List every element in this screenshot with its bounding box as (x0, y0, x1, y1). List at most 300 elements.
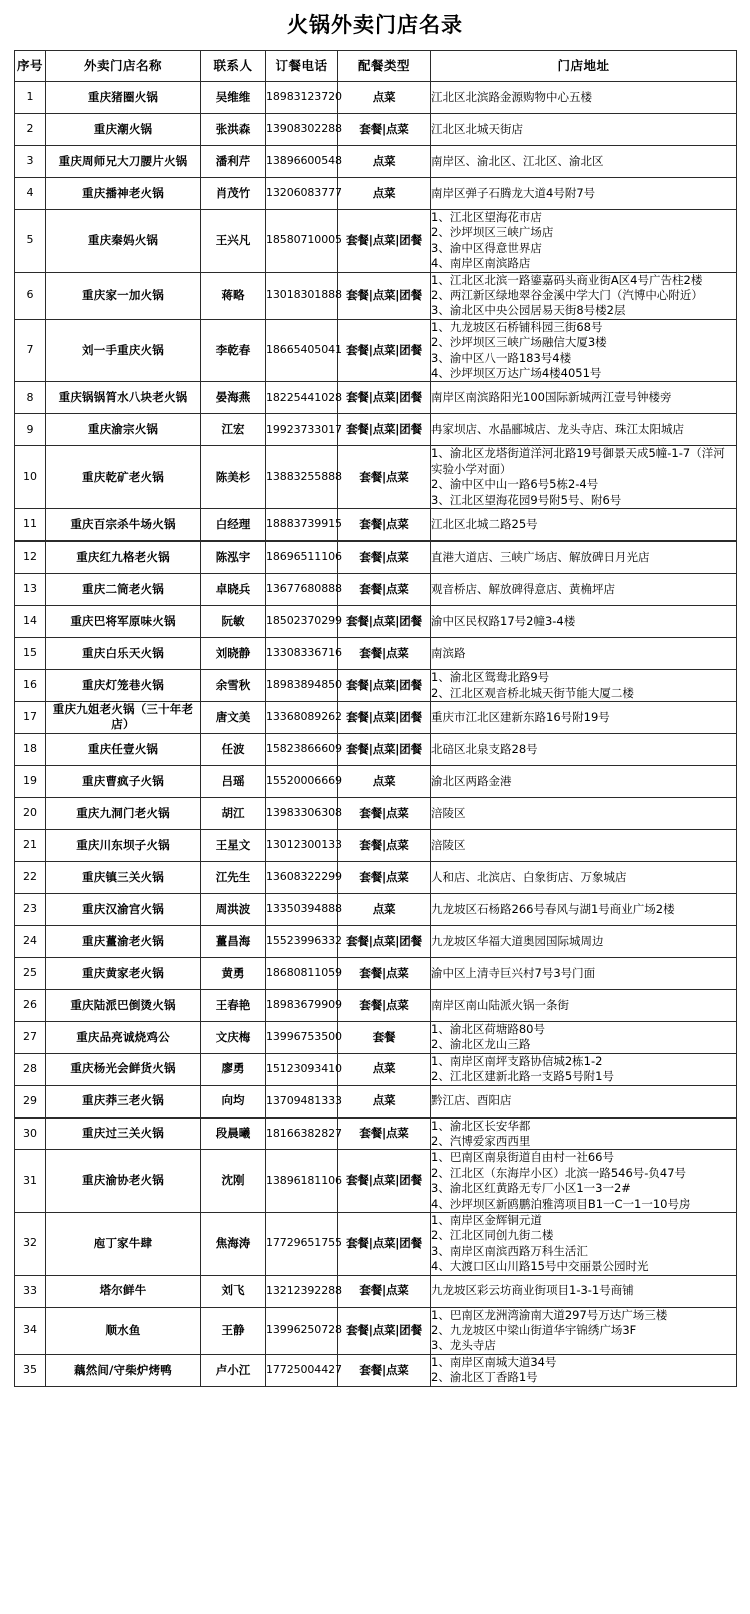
table-row (15, 1021, 737, 1053)
cell-meal-type: 套餐|点菜|团餐 (338, 701, 431, 733)
cell-meal-type: 点菜 (338, 82, 431, 114)
cell-index: 30 (15, 1118, 46, 1150)
cell-address (431, 1275, 737, 1307)
cell-index: 1 (15, 82, 46, 114)
cell-store-name: 重庆过三关火锅 (46, 1118, 201, 1150)
table-row (15, 541, 737, 574)
cell-meal-type: 套餐|点菜 (338, 829, 431, 861)
cell-meal-type: 套餐|点菜|团餐 (338, 1212, 431, 1275)
cell-meal-type: 套餐|点菜 (338, 797, 431, 829)
cell-meal-type: 套餐|点菜 (338, 957, 431, 989)
table-row (15, 733, 737, 765)
cell-address (431, 382, 737, 414)
cell-meal-type: 套餐|点菜 (338, 446, 431, 509)
cell-store-name: 重庆巴将军原味火锅 (46, 606, 201, 638)
cell-meal-type: 套餐|点菜 (338, 1118, 431, 1150)
cell-meal-type: 套餐|点菜|团餐 (338, 1150, 431, 1213)
cell-index: 12 (15, 541, 46, 574)
cell-address (431, 414, 737, 446)
address-line: 1、江北区望海花市店 (431, 210, 542, 224)
table-row (15, 319, 737, 382)
cell-address (431, 1307, 737, 1354)
cell-phone: 13709481333 (266, 1085, 338, 1118)
cell-meal-type: 套餐|点菜 (338, 861, 431, 893)
cell-meal-type: 套餐|点菜|团餐 (338, 670, 431, 702)
cell-contact: 余雪秋 (201, 670, 266, 702)
address-line: 2、沙坪坝区三峡广场融信大厦3楼 (431, 335, 607, 350)
cell-store-name: 重庆渝协老火锅 (46, 1150, 201, 1213)
cell-index: 5 (15, 210, 46, 273)
address-line: 1、渝北区鸳鸯北路9号 (431, 670, 550, 685)
cell-index: 19 (15, 765, 46, 797)
cell-index: 22 (15, 861, 46, 893)
cell-store-name: 重庆陆派巴倒烫火锅 (46, 989, 201, 1021)
column-header-contact: 联系人 (201, 51, 266, 82)
cell-phone: 18983679909 (266, 989, 338, 1021)
cell-index: 15 (15, 638, 46, 670)
cell-store-name: 重庆莽三老火锅 (46, 1085, 201, 1118)
table-row (15, 1085, 737, 1118)
cell-address (431, 146, 737, 178)
page-title: 火锅外卖门店名录 (287, 13, 463, 37)
table-row (15, 1118, 737, 1150)
cell-meal-type: 套餐|点菜 (338, 1275, 431, 1307)
address-line: 2、江北区观音桥北城天街节能大厦二楼 (431, 685, 634, 700)
cell-store-name: 重庆任壹火锅 (46, 733, 201, 765)
table-row (15, 638, 737, 670)
cell-index: 23 (15, 893, 46, 925)
address-line: 直港大道店、三峡广场店、解放碑日月光店 (431, 549, 650, 564)
cell-contact: 肖茂竹 (201, 178, 266, 210)
cell-phone: 17725004427 (266, 1354, 338, 1386)
cell-contact: 任波 (201, 733, 266, 765)
cell-index: 33 (15, 1275, 46, 1307)
cell-index: 28 (15, 1053, 46, 1085)
cell-meal-type: 点菜 (338, 1085, 431, 1118)
cell-contact: 潘利芹 (201, 146, 266, 178)
cell-meal-type: 套餐|点菜|团餐 (338, 925, 431, 957)
address-line: 黔江店、酉阳店 (431, 1093, 512, 1108)
cell-phone: 13350394888 (266, 893, 338, 925)
cell-address (431, 1212, 737, 1275)
address-line: 2、沙坪坝区三峡广场店 (431, 225, 554, 240)
cell-contact: 薑昌海 (201, 925, 266, 957)
table-row (15, 989, 737, 1021)
cell-address (431, 114, 737, 146)
cell-address (431, 670, 737, 702)
cell-contact: 刘晓静 (201, 638, 266, 670)
cell-address (431, 989, 737, 1021)
address-line: 九龙坡区华福大道奥园国际城周边 (431, 933, 604, 948)
cell-store-name: 藕然间/守柴炉烤鸭 (46, 1354, 201, 1386)
address-line: 1、江北区北滨一路鎏嘉码头商业街A区4号广告柱2楼 (431, 272, 703, 287)
cell-address (431, 701, 737, 733)
cell-address (431, 733, 737, 765)
cell-contact: 陈泓宇 (201, 541, 266, 574)
address-line: 南岸区、渝北区、江北区、渝北区 (431, 153, 604, 168)
address-line: 北碚区北泉支路28号 (431, 741, 538, 756)
cell-store-name: 重庆川东坝子火锅 (46, 829, 201, 861)
column-header-phone: 订餐电话 (266, 51, 338, 82)
cell-meal-type: 套餐|点菜|团餐 (338, 1307, 431, 1354)
cell-phone: 13883255888 (266, 446, 338, 509)
cell-phone: 13896181106 (266, 1150, 338, 1213)
cell-index: 17 (15, 701, 46, 733)
cell-contact: 卢小江 (201, 1354, 266, 1386)
table-row (15, 670, 737, 702)
address-line: 2、江北区同创九街二楼 (431, 1228, 554, 1243)
address-line: 2、江北区建新北路一支路5号附1号 (431, 1069, 614, 1084)
cell-meal-type: 套餐|点菜 (338, 1354, 431, 1386)
address-line: 1、南岸区南城大道34号 (431, 1354, 557, 1369)
table-row (15, 1275, 737, 1307)
cell-store-name: 重庆镇三关火锅 (46, 861, 201, 893)
address-line: 4、南岸区南滨路店 (431, 256, 531, 271)
cell-phone: 18883739915 (266, 509, 338, 542)
cell-meal-type: 套餐 (338, 1021, 431, 1053)
cell-meal-type: 点菜 (338, 893, 431, 925)
cell-store-name: 刘一手重庆火锅 (46, 319, 201, 382)
cell-address (431, 541, 737, 574)
cell-phone: 18580710005 (266, 210, 338, 273)
cell-store-name: 重庆播神老火锅 (46, 178, 201, 210)
cell-store-name: 庖丁家牛肆 (46, 1212, 201, 1275)
cell-address (431, 82, 737, 114)
cell-address (431, 893, 737, 925)
cell-address (431, 765, 737, 797)
cell-meal-type: 套餐|点菜|团餐 (338, 272, 431, 319)
cell-meal-type: 点菜 (338, 1053, 431, 1085)
cell-index: 35 (15, 1354, 46, 1386)
cell-index: 29 (15, 1085, 46, 1118)
cell-address (431, 606, 737, 638)
address-line: 1、渝北区龙塔街道洋河北路19号御景天成5幢-1-7（洋河实验小学对面） (431, 446, 725, 476)
cell-contact: 吴维维 (201, 82, 266, 114)
cell-store-name: 重庆黄家老火锅 (46, 957, 201, 989)
cell-store-name: 重庆二筒老火锅 (46, 574, 201, 606)
cell-index: 13 (15, 574, 46, 606)
table-row (15, 1150, 737, 1213)
address-line: 渝中区上清寺巨兴村7号3号门面 (431, 965, 596, 980)
table-row (15, 146, 737, 178)
address-line: 涪陵区 (431, 837, 466, 852)
cell-store-name: 重庆品亮诚烧鸡公 (46, 1021, 201, 1053)
cell-store-name: 重庆九洞门老火锅 (46, 797, 201, 829)
cell-store-name: 重庆潮火锅 (46, 114, 201, 146)
address-line: 观音桥店、解放碑得意店、黄桷坪店 (431, 581, 615, 596)
cell-index: 8 (15, 382, 46, 414)
address-line: 江北区北城天街店 (431, 121, 523, 136)
address-line: 1、巴南区南泉街道自由村一社66号 (431, 1150, 614, 1165)
address-line: 3、南岸区南滨西路万科生活汇 (431, 1243, 588, 1258)
cell-phone: 13308336716 (266, 638, 338, 670)
cell-index: 21 (15, 829, 46, 861)
cell-phone: 18983894850 (266, 670, 338, 702)
cell-contact: 廖勇 (201, 1053, 266, 1085)
address-line: 3、龙头寺店 (431, 1338, 496, 1353)
column-header-address: 门店地址 (431, 51, 737, 82)
cell-address (431, 178, 737, 210)
cell-address (431, 797, 737, 829)
table-header-row (15, 51, 737, 82)
column-header-type: 配餐类型 (338, 51, 431, 82)
cell-index: 14 (15, 606, 46, 638)
cell-index: 32 (15, 1212, 46, 1275)
address-line: 2、汽博爱家西西里 (431, 1133, 531, 1148)
cell-contact: 王静 (201, 1307, 266, 1354)
cell-contact: 江先生 (201, 861, 266, 893)
table-body (15, 82, 737, 1387)
cell-contact: 刘飞 (201, 1275, 266, 1307)
table-row (15, 1354, 737, 1386)
cell-phone: 18225441028 (266, 382, 338, 414)
cell-store-name: 重庆汉渝宫火锅 (46, 893, 201, 925)
cell-phone: 13212392288 (266, 1275, 338, 1307)
cell-phone: 13206083777 (266, 178, 338, 210)
table-row (15, 178, 737, 210)
address-line: 渝中区民权路17号2幢3-4楼 (431, 613, 576, 628)
cell-contact: 焦海涛 (201, 1212, 266, 1275)
cell-meal-type: 套餐|点菜|团餐 (338, 382, 431, 414)
table-row (15, 114, 737, 146)
cell-index: 7 (15, 319, 46, 382)
address-line: 南岸区南滨路阳光100国际新城两江壹号钟楼旁 (431, 390, 672, 405)
cell-index: 26 (15, 989, 46, 1021)
cell-store-name: 重庆百宗杀牛场火锅 (46, 509, 201, 542)
address-line: 南滨路 (431, 645, 466, 660)
cell-address (431, 509, 737, 542)
cell-phone: 13996753500 (266, 1021, 338, 1053)
cell-contact: 沈刚 (201, 1150, 266, 1213)
cell-phone: 19923733017 (266, 414, 338, 446)
cell-meal-type: 套餐|点菜 (338, 114, 431, 146)
cell-index: 10 (15, 446, 46, 509)
cell-address (431, 1085, 737, 1118)
cell-contact: 张洪森 (201, 114, 266, 146)
table-row (15, 861, 737, 893)
address-line: 2、两江新区绿地翠谷金溪中学大门（汽博中心附近） (431, 288, 703, 303)
cell-phone: 18166382827 (266, 1118, 338, 1150)
cell-store-name: 顺水鱼 (46, 1307, 201, 1354)
address-line: 江北区北城二路25号 (431, 516, 538, 531)
cell-address (431, 957, 737, 989)
cell-store-name: 重庆曹疯子火锅 (46, 765, 201, 797)
cell-contact: 白经理 (201, 509, 266, 542)
cell-contact: 周洪波 (201, 893, 266, 925)
cell-index: 25 (15, 957, 46, 989)
table-row (15, 82, 737, 114)
address-line: 3、江北区望海花园9号附5号、附6号 (431, 492, 622, 507)
address-line: 九龙坡区彩云坊商业街项目1-3-1号商铺 (431, 1283, 634, 1298)
cell-meal-type: 套餐|点菜|团餐 (338, 414, 431, 446)
table-row (15, 509, 737, 542)
cell-meal-type: 点菜 (338, 178, 431, 210)
address-line: 1、渝北区长安华都 (431, 1118, 531, 1133)
address-line: 3、渝中区得意世界店 (431, 240, 542, 255)
cell-meal-type: 套餐|点菜|团餐 (338, 733, 431, 765)
cell-meal-type: 套餐|点菜 (338, 574, 431, 606)
table-row (15, 1053, 737, 1085)
cell-store-name: 重庆杨光会鲜货火锅 (46, 1053, 201, 1085)
cell-address (431, 574, 737, 606)
table-row (15, 446, 737, 509)
address-line: 1、渝北区荷塘路80号 (431, 1021, 545, 1036)
cell-phone: 18983123720 (266, 82, 338, 114)
cell-address (431, 319, 737, 382)
cell-phone: 13677680888 (266, 574, 338, 606)
cell-address (431, 1053, 737, 1085)
cell-address (431, 829, 737, 861)
cell-index: 3 (15, 146, 46, 178)
table-row (15, 925, 737, 957)
cell-meal-type: 套餐|点菜|团餐 (338, 210, 431, 273)
cell-contact: 向均 (201, 1085, 266, 1118)
table-row (15, 382, 737, 414)
address-line: 2、渝北区龙山三路 (431, 1037, 531, 1052)
cell-index: 11 (15, 509, 46, 542)
cell-store-name: 塔尔鲜牛 (46, 1275, 201, 1307)
table-row (15, 893, 737, 925)
cell-phone: 13908302288 (266, 114, 338, 146)
cell-index: 24 (15, 925, 46, 957)
cell-index: 2 (15, 114, 46, 146)
cell-contact: 王星文 (201, 829, 266, 861)
cell-store-name: 重庆秦妈火锅 (46, 210, 201, 273)
address-line: 冉家坝店、水晶郦城店、龙头寺店、珠江太阳城店 (431, 422, 684, 437)
cell-store-name: 重庆渝宗火锅 (46, 414, 201, 446)
store-directory-table (14, 50, 737, 1387)
cell-phone: 15520006669 (266, 765, 338, 797)
table-row (15, 1212, 737, 1275)
cell-store-name: 重庆家一加火锅 (46, 272, 201, 319)
column-header-index: 序号 (15, 51, 46, 82)
cell-phone: 17729651755 (266, 1212, 338, 1275)
cell-contact: 阮敏 (201, 606, 266, 638)
cell-meal-type: 点菜 (338, 146, 431, 178)
cell-phone: 15123093410 (266, 1053, 338, 1085)
address-line: 1、巴南区龙洲湾渝南大道297号万达广场三楼 (431, 1307, 668, 1322)
table-row (15, 210, 737, 273)
cell-index: 18 (15, 733, 46, 765)
table-row (15, 414, 737, 446)
address-line: 九龙坡区石杨路266号春风与湖1号商业广场2楼 (431, 901, 675, 916)
column-header-name: 外卖门店名称 (46, 51, 201, 82)
address-line: 1、南岸区金辉铜元道 (431, 1212, 542, 1227)
address-line: 人和店、北滨店、白象街店、万象城店 (431, 869, 627, 884)
cell-contact: 王春艳 (201, 989, 266, 1021)
table-row (15, 574, 737, 606)
table-row (15, 272, 737, 319)
cell-phone: 15523996332 (266, 925, 338, 957)
cell-index: 31 (15, 1150, 46, 1213)
cell-address (431, 925, 737, 957)
table-row (15, 1307, 737, 1354)
address-line: 4、沙坪坝区新鸥鹏泊雅湾项目B1一C一1一10号房 (431, 1196, 691, 1211)
cell-index: 6 (15, 272, 46, 319)
cell-phone: 18665405041 (266, 319, 338, 382)
cell-meal-type: 套餐|点菜|团餐 (338, 319, 431, 382)
cell-contact: 江宏 (201, 414, 266, 446)
cell-address (431, 861, 737, 893)
cell-index: 9 (15, 414, 46, 446)
cell-meal-type: 套餐|点菜 (338, 989, 431, 1021)
cell-index: 16 (15, 670, 46, 702)
cell-store-name: 重庆灯笼巷火锅 (46, 670, 201, 702)
cell-meal-type: 套餐|点菜 (338, 509, 431, 542)
cell-address (431, 272, 737, 319)
cell-contact: 陈美杉 (201, 446, 266, 509)
cell-meal-type: 套餐|点菜 (338, 638, 431, 670)
address-line: 3、渝中区八一路183号4楼 (431, 350, 572, 365)
table-row (15, 957, 737, 989)
cell-phone: 13996250728 (266, 1307, 338, 1354)
cell-contact: 蒋略 (201, 272, 266, 319)
address-line: 3、渝北区红黄路无专厂小区1一3一2# (431, 1181, 631, 1196)
cell-index: 20 (15, 797, 46, 829)
cell-contact: 晏海燕 (201, 382, 266, 414)
cell-contact: 黄勇 (201, 957, 266, 989)
cell-address (431, 446, 737, 509)
cell-index: 27 (15, 1021, 46, 1053)
cell-address (431, 638, 737, 670)
cell-address (431, 1021, 737, 1053)
cell-contact: 胡江 (201, 797, 266, 829)
cell-phone: 18502370299 (266, 606, 338, 638)
address-line: 涪陵区 (431, 805, 466, 820)
address-line: 重庆市江北区建新东路16号附19号 (431, 709, 610, 724)
address-line: 南岸区弹子石腾龙大道4号附7号 (431, 185, 596, 200)
cell-phone: 13368089262 (266, 701, 338, 733)
address-line: 2、江北区（东海岸小区）北滨一路546号-负47号 (431, 1165, 687, 1180)
cell-index: 34 (15, 1307, 46, 1354)
address-line: 南岸区南山陆派火锅一条街 (431, 997, 569, 1012)
address-line: 1、九龙坡区石桥铺科园三街68号 (431, 319, 603, 334)
cell-phone: 13012300133 (266, 829, 338, 861)
cell-contact: 王兴凡 (201, 210, 266, 273)
address-line: 3、渝北区中央公园居易天街8号楼2层 (431, 303, 626, 318)
cell-contact: 段晨曦 (201, 1118, 266, 1150)
cell-meal-type: 套餐|点菜|团餐 (338, 606, 431, 638)
cell-phone: 13018301888 (266, 272, 338, 319)
cell-phone: 13896600548 (266, 146, 338, 178)
cell-address (431, 1354, 737, 1386)
table-header (15, 51, 737, 82)
cell-meal-type: 套餐|点菜 (338, 541, 431, 574)
table-row (15, 765, 737, 797)
cell-contact: 卓晓兵 (201, 574, 266, 606)
cell-store-name: 重庆白乐天火锅 (46, 638, 201, 670)
cell-store-name: 重庆九姐老火锅（三十年老店） (46, 701, 201, 733)
cell-contact: 唐文美 (201, 701, 266, 733)
cell-phone: 13983306308 (266, 797, 338, 829)
address-line: 1、南岸区南坪支路协信城2栋1-2 (431, 1053, 603, 1068)
address-line: 4、沙坪坝区万达广场4楼4051号 (431, 366, 602, 381)
cell-store-name: 重庆薑渝老火锅 (46, 925, 201, 957)
cell-store-name: 重庆锅锅筲水八块老火锅 (46, 382, 201, 414)
address-line: 渝北区两路金港 (431, 773, 512, 788)
cell-contact: 吕瑶 (201, 765, 266, 797)
cell-address (431, 210, 737, 273)
cell-store-name: 重庆红九格老火锅 (46, 541, 201, 574)
address-line: 2、九龙坡区中梁山街道华宇锦绣广场3F (431, 1323, 637, 1337)
cell-address (431, 1150, 737, 1213)
cell-contact: 李乾春 (201, 319, 266, 382)
cell-store-name: 重庆周师兄大刀腰片火锅 (46, 146, 201, 178)
cell-index: 4 (15, 178, 46, 210)
cell-store-name: 重庆猪圈火锅 (46, 82, 201, 114)
cell-meal-type: 点菜 (338, 765, 431, 797)
table-row (15, 829, 737, 861)
